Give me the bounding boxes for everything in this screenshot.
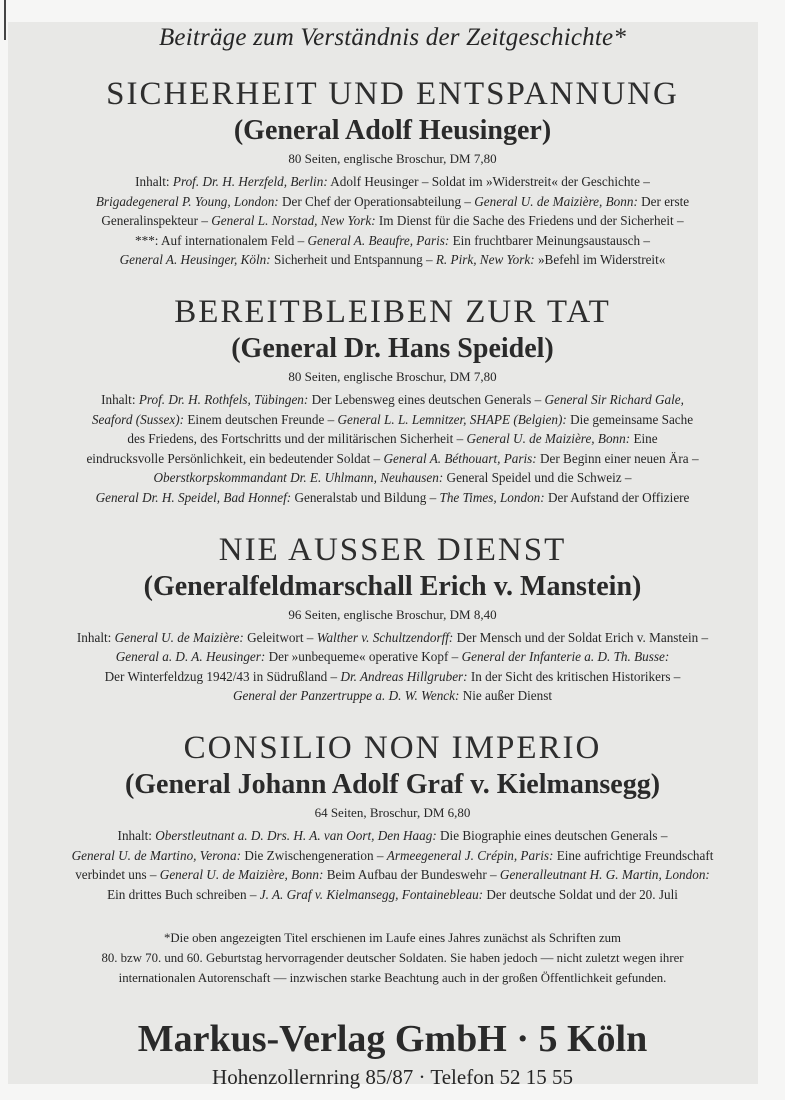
author-credit: The Times, London: — [439, 489, 545, 505]
author-credit: General der Panzertruppe a. D. W. Wenck: — [232, 688, 460, 704]
contents-line — [0, 390, 785, 410]
author-credit: General U. de Maizière, Bonn: — [474, 193, 638, 209]
contents-line — [0, 488, 785, 508]
author-credit: General A. Heusinger, Köln: — [119, 252, 271, 268]
contribution-text: Einem deutschen Freunde – — [184, 411, 338, 427]
contribution-text: Die Zwischengeneration – — [241, 847, 387, 863]
contents-line — [0, 686, 785, 706]
author-credit: Seaford (Sussex): — [91, 411, 185, 427]
author-credit: General A. Beaufre, Paris: — [307, 232, 450, 248]
contribution-text: Generalstab und Bildung – — [291, 489, 440, 505]
contribution-text: Der Mensch und der Soldat Erich v. Manstein – — [453, 629, 709, 645]
contents-line — [0, 628, 785, 648]
contribution-text: Inhalt: — [117, 827, 156, 843]
book-title: BEREITBLEIBEN ZUR TAT — [174, 293, 611, 330]
contribution-text: Im Dienst für die Sache des Friedens und der Sicherheit – — [375, 213, 684, 229]
author-credit: General Dr. H. Speidel, Bad Honnef: — [95, 489, 292, 505]
footnote — [0, 928, 785, 988]
contents-line — [0, 429, 785, 449]
book-section — [0, 74, 785, 270]
author-credit: Prof. Dr. H. Herzfeld, Berlin: — [172, 174, 328, 189]
publisher-address: Hohenzollernring 85/87 · Telefon 52 15 55 — [212, 1065, 573, 1090]
contribution-text: Generalinspekteur – — [101, 213, 212, 229]
author-credit: Walther v. Schultzendorff: — [316, 629, 454, 645]
contribution-text: Nie außer Dienst — [459, 688, 553, 704]
contribution-text: Der deutsche Soldat und der 20. Juli — [483, 886, 678, 902]
contribution-text: Die gemeinsame Sache — [566, 411, 694, 427]
contribution-text: Geleitwort – — [243, 629, 317, 645]
book-subject: (General Dr. Hans Speidel) — [231, 332, 554, 364]
book-section — [0, 530, 785, 706]
book-section — [0, 292, 785, 508]
publisher-name: Markus-Verlag GmbH · 5 Köln — [137, 1018, 648, 1061]
contribution-text: Die Biographie eines deutschen Generals – — [436, 827, 668, 843]
contribution-text: Ein drittes Buch schreiben – — [107, 886, 260, 902]
contents-line — [0, 667, 785, 687]
contribution-text: Der »unbequeme« operative Kopf – — [265, 649, 462, 665]
contribution-text: verbindet uns – — [75, 867, 160, 883]
author-credit: Prof. Dr. H. Rothfels, Tübingen: — [138, 391, 309, 407]
contribution-text: Der Beginn einer neuen Ära – — [536, 450, 699, 466]
contribution-text: Der Lebensweg eines deutschen Generals – — [308, 391, 545, 407]
author-credit: J. A. Graf v. Kielmansegg, Fontainebleau: — [259, 886, 484, 902]
contribution-text: Inhalt: — [135, 174, 173, 189]
footnote-line: *Die oben angezeigten Titel erschienen im Laufe eines Jahres zunächst als Schriften zum — [164, 931, 621, 946]
book-title: NIE AUSSER DIENST — [218, 531, 567, 568]
contents-line — [0, 231, 785, 251]
contents-line — [0, 192, 785, 212]
book-price: 96 Seiten, englische Broschur, DM 8,40 — [288, 606, 497, 622]
author-credit: General U. de Maizière: — [114, 629, 244, 645]
contribution-text: ***: Auf internationalem Feld – — [135, 232, 308, 248]
footnote-line: internationalen Autorenschaft — inzwischen starke Beachtung auch in der großen Öffentlichkeit gefunden. — [118, 971, 667, 986]
author-credit: General der Infanterie a. D. Th. Busse: — [461, 649, 670, 665]
contribution-text: eindrucksvolle Persönlichkeit, ein bedeutender Soldat – — [86, 450, 384, 466]
contents-line — [0, 211, 785, 231]
author-credit: Brigadegeneral P. Young, London: — [95, 193, 279, 209]
contents-line — [0, 410, 785, 430]
author-credit: Generalleutnant H. G. Martin, London: — [499, 867, 710, 883]
contribution-text: Sicherheit und Entspannung – — [270, 252, 436, 268]
author-credit: Armeegeneral J. Crépin, Paris: — [386, 847, 554, 863]
contribution-text: Der Chef der Operationsabteilung – — [278, 193, 475, 209]
author-credit: General A. Béthouart, Paris: — [383, 450, 537, 466]
author-credit: General L. L. Lemnitzer, SHAPE (Belgien): — [337, 411, 567, 427]
contribution-text: Der Aufstand der Offiziere — [544, 489, 690, 505]
contribution-text: Adolf Heusinger – Soldat im »Widerstreit« der Geschichte – — [327, 174, 650, 189]
contribution-text: In der Sicht des kritischen Historikers – — [467, 668, 681, 684]
book-list — [0, 74, 785, 904]
book-title: SICHERHEIT UND ENTSPANNUNG — [106, 76, 679, 112]
book-price: 80 Seiten, englische Broschur, DM 7,80 — [288, 151, 497, 166]
contribution-text: General Speidel und die Schweiz – — [443, 470, 632, 486]
contents-line — [0, 449, 785, 469]
author-credit: R. Pirk, New York: — [435, 252, 535, 268]
contents-line — [0, 885, 785, 905]
contribution-text: Inhalt: — [101, 391, 139, 407]
book-subject: (General Adolf Heusinger) — [233, 115, 552, 146]
contribution-text: Der erste — [637, 193, 690, 209]
contents-line — [0, 647, 785, 667]
series-title: Beiträge zum Verständnis der Zeitgeschichte* — [158, 24, 627, 51]
book-section — [0, 728, 785, 904]
contents-line — [0, 172, 785, 192]
book-subject: (General Johann Adolf Graf v. Kielmansegg) — [124, 768, 661, 800]
contribution-text: des Friedens, des Fortschritts und der militärischen Sicherheit – — [127, 431, 467, 447]
author-credit: General Sir Richard Gale, — [544, 391, 684, 407]
contents-line — [0, 250, 785, 270]
contribution-text: Inhalt: — [76, 629, 115, 645]
book-price: 64 Seiten, Broschur, DM 6,80 — [314, 804, 471, 820]
contribution-text: Eine aufrichtige Freundschaft — [553, 847, 714, 863]
contribution-text: »Befehl im Widerstreit« — [534, 252, 666, 268]
contents-line — [0, 826, 785, 846]
contribution-text: Der Winterfeldzug 1942/43 in Südrußland – — [104, 668, 341, 684]
contents-line — [0, 468, 785, 488]
author-credit: Oberstkorpskommandant Dr. E. Uhlmann, Neuhausen: — [153, 470, 444, 486]
author-credit: General L. Norstad, New York: — [211, 213, 376, 229]
contribution-text: Ein fruchtbarer Meinungsaustausch – — [449, 232, 650, 248]
author-credit: Dr. Andreas Hillgruber: — [340, 668, 468, 684]
contents-line — [0, 846, 785, 866]
author-credit: General U. de Martino, Verona: — [71, 847, 242, 863]
author-credit: General U. de Maizière, Bonn: — [466, 431, 631, 447]
author-credit: General U. de Maizière, Bonn: — [159, 867, 324, 883]
author-credit: General a. D. A. Heusinger: — [115, 649, 266, 665]
contribution-text: Beim Aufbau der Bundeswehr – — [323, 867, 500, 883]
footnote-line: 80. bzw 70. und 60. Geburtstag hervorragender deutscher Soldaten. Sie haben jedoch — nicht zuletzt wegen ihrer — [101, 951, 684, 966]
book-title: CONSILIO NON IMPERIO — [183, 729, 602, 766]
author-credit: Oberstleutnant a. D. Drs. H. A. van Oort, Den Haag: — [155, 827, 437, 843]
book-subject: (Generalfeldmarschall Erich v. Manstein) — [143, 570, 642, 602]
contents-line — [0, 865, 785, 885]
contribution-text: Eine — [630, 431, 658, 447]
book-price: 80 Seiten, englische Broschur, DM 7,80 — [288, 368, 497, 384]
